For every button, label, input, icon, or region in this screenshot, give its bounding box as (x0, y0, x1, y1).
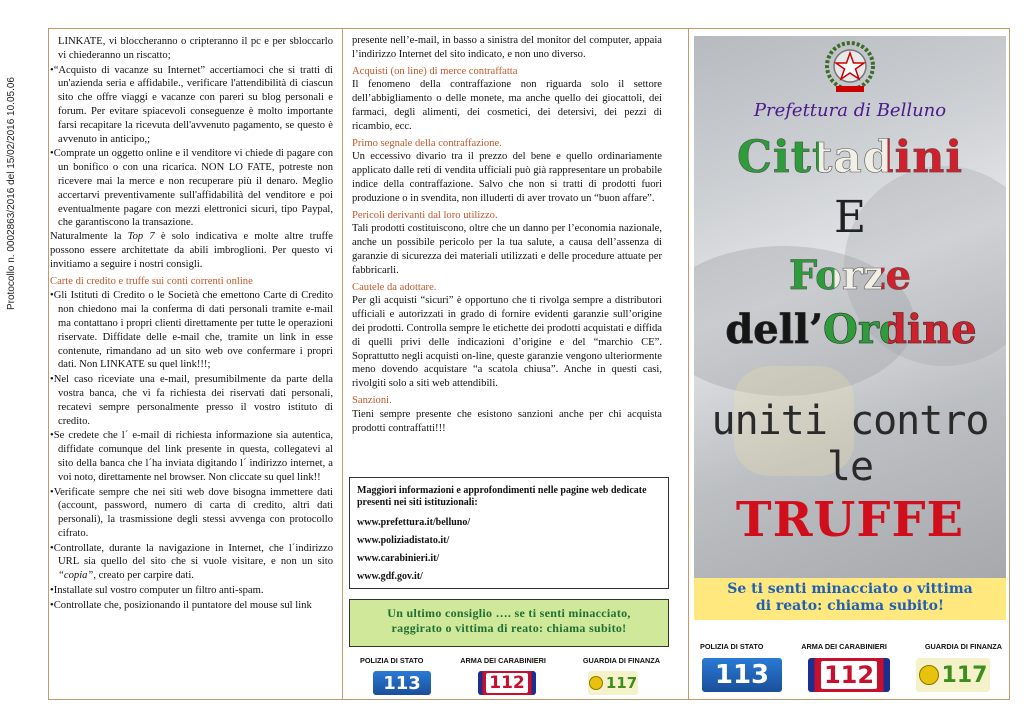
label-polizia: POLIZIA DI STATO (700, 642, 764, 651)
bullet-url (50, 542, 333, 583)
finanza-emblem-icon (919, 665, 939, 685)
heading-carte-credito: Carte di credito e truffe sui conti correnti online (50, 275, 253, 287)
text-fragment: Naturalmente la (50, 231, 128, 243)
number-117: 117 (941, 662, 988, 688)
text-italic: “copia” (58, 570, 94, 582)
heading-contraffatta: Acquisti (on line) di merce contraffatta (352, 65, 518, 77)
paragraph-ransom: LINKATE, vi bloccheranno o cripteranno il pc e per sbloccarlo vi chiederanno un riscatto; (58, 36, 333, 61)
badge-112-small (478, 671, 536, 695)
text-italic: Top 7 (127, 231, 155, 243)
label-carabinieri: ARMA DEI CARABINIERI (801, 642, 887, 651)
paragraph-top7 (50, 230, 333, 271)
agency-labels-middle (360, 656, 660, 665)
cover-e: E (833, 192, 867, 243)
label-finanza: GUARDIA DI FINANZA (582, 656, 660, 665)
heading-cautele: Cautele da adottare. (352, 281, 437, 293)
text-fragment: , creato per carpire dati. (93, 570, 194, 582)
label-carabinieri: ARMA DEI CARABINIERI (460, 656, 546, 665)
paragraph-primo-segnale: Un eccessivo divario tra il prezzo del bene e quello ordinariamente applicato dalle reti di vendita ufficiali può già rappresentare un probabile indice della contraffazione. Salvo che non si tratti di prodotti fuori produzione o in svendita, non illuderti di aver trovato un “buon affare”. (352, 151, 662, 204)
link-gdf[interactable]: www.gdf.gov.it/ (357, 571, 423, 582)
prefettura-title: Prefettura di Belluno (753, 100, 947, 121)
number-113: 113 (714, 660, 770, 690)
badge-117-large (916, 658, 990, 692)
number-112: 112 (821, 661, 877, 689)
warning-line-1: Se ti senti minacciato o vittima (727, 581, 973, 597)
link-carabinieri[interactable]: www.carabinieri.it/ (357, 553, 440, 564)
label-polizia: POLIZIA DI STATO (360, 656, 424, 665)
label-finanza: GUARDIA DI FINANZA (924, 642, 1002, 651)
paragraph-cautele: Per gli acquisti “sicuri” è opportuno che ti rivolga sempre a distributori ufficiali e autorizzati in grado di fornire evidenti garanzie sull’origine dei prodotti. Controlla sempre le etichette dei prodotti acquistati e diffida di quelli privi delle indicazioni d’origine e del “marchio CE”. Soprattutto negli acquisti on-line, queste garanzie vengono ulteriormente meno dovendo acquistare “a scatola chiusa”. Anche in questi casi, rivolgiti solo a siti web attendibili. (352, 295, 662, 390)
info-box (349, 477, 669, 589)
finanza-emblem-icon (589, 676, 603, 690)
heading-primo-segnale: Primo segnale della contraffazione. (352, 137, 502, 149)
advice-line-1: Un ultimo consiglio …. se ti senti minacciato, (387, 606, 631, 620)
bullet-anti-spam: •Installate sul vostro computer un filtro anti-spam. (50, 585, 264, 597)
italian-republic-emblem-icon (824, 40, 876, 94)
bullet-acquisti-online: •Comprate un oggetto online e il venditore vi chiede di pagare con un bonifico o con una ricarica. NON LO FATE, potreste non ricevere mai la merce e non recuperare più il denaro. Meglio accertarvi preventivamente sull'affidabilità del venditore e poi eventualmente pagare con mezzi elettronici sicuri, tipo Paypal, che garantiscono la transazione. (50, 148, 333, 229)
bullet-vacanze: •“Acquisto di vacanze su Internet” accertiamoci che si tratti di un'azienda seria e affidabile., verificare l'attendibilità di ciascun sito che offre viaggi e vacanze con pareri su blog personali e forum. Per evitare spiacevoli conseguenze è molto importante farsi recapitare la ricevuta dell'avvenuto pagamento, se questo è avvenuto in anticipo,; (50, 64, 333, 145)
column-left (50, 34, 333, 613)
cover-ordine: dell’Ordine (696, 306, 1006, 353)
heading-pericoli: Pericoli derivanti dal loro utilizzo. (352, 209, 498, 221)
link-prefettura[interactable]: www.prefettura.it/belluno/ (357, 517, 471, 528)
cover-cittadini: Cittadini (694, 132, 1006, 183)
paragraph-pericoli: Tali prodotti costituiscono, oltre che un danno per l’economia nazionale, anche un possibile pericolo per la tua salute, a causa dell’assenza di garanzie di sicurezza dei materiali utilizzati e delle procedure attuate per fabbricarli. (352, 223, 662, 276)
advice-box (349, 599, 669, 647)
text-fragment: è solo indicativa e molte altre truffe possono essere architettate da abili imbroglioni. Per questo vi invitiamo a seguire i nostri consigli. (50, 231, 334, 270)
column-middle (352, 34, 662, 435)
number-117: 117 (605, 674, 638, 692)
bullet-link-email: •Se credete che l´ e-mail di richiesta informazione sia autentica, diffidate comunque del link presente in questa, collegatevi al sito della banca che l´ha inviata digitando l´ indirizzo internet, a voi noto, direttamente nel browser. Non cliccate su quel link!! (50, 430, 333, 483)
cover-truffe: TRUFFE (735, 492, 965, 548)
cover-warning-box (694, 578, 1006, 620)
warning-line-2: di reato: chiama subito! (755, 598, 945, 614)
bullet-istituti-credito: •Gli Istituti di Credito o le Società che emettono Carte di Credito non chiedono mai la conferma di dati personali tramite e-mail ma contattano i propri clienti direttamente per tutte le operazioni riservate. Diffidate delle e-mail che, tramite un link in esse contenute, rimandano ad un sito web ove confermare i propri dati. Non LINKATE su quel link!!!; (50, 290, 333, 371)
text-fragment: •Controllate, durante la navigazione in Internet, che l´indirizzo URL sia quello del sito che si vuole visitare, e non un sito (50, 542, 333, 568)
paragraph-sanzioni: Tieni sempre presente che esistono sanzioni anche per chi acquista prodotti contraffatti!!! (352, 408, 662, 434)
cover-forze: Forze (694, 252, 1006, 299)
bullet-protocollo-cifrato: •Verificate sempre che nei siti web dove bisogna immettere dati (account, password, numero di carta di credito, altri dati personali), la trasmissione degli stessi avvenga con protocollo cifrato. (50, 486, 333, 539)
badge-117-small (588, 671, 638, 695)
column-divider-1 (342, 28, 343, 700)
number-112: 112 (486, 673, 528, 693)
agency-labels-right (700, 642, 1002, 651)
cover-uniti: uniti contro le (711, 398, 989, 490)
paragraph-indirizzo: presente nell’e-mail, in basso a sinistra del monitor del computer, appaia l’indirizzo Internet del sito indicato, e non uno diverso. (352, 35, 662, 60)
protocol-text: Protocollo n. 0002863/2016 del 15/02/2016 10.05.06 (6, 77, 17, 310)
paragraph-contraffazione: Il fenomeno della contraffazione non riguarda solo il settore dell’abbigliamento o delle monete, ma anche quello dei giocattoli, dei farmaci, degli alimenti, dei cosmetici, dei detersivi, dei pezzi di ricambio, ecc. (352, 79, 662, 132)
column-divider-2 (688, 28, 689, 700)
badge-113-large (702, 658, 782, 692)
protocol-stamp (2, 20, 24, 320)
heading-sanzioni: Sanzioni. (352, 394, 392, 406)
number-113: 113 (383, 672, 421, 694)
link-polizia[interactable]: www.poliziadistato.it/ (357, 535, 450, 546)
badge-113-small (373, 671, 431, 695)
advice-line-2: raggirato o vittima di reato: chiama subito! (391, 621, 627, 635)
info-title: Maggiori informazioni e approfondimenti nelle pagine web dedicate presenti nei siti istituzionali: (357, 485, 647, 508)
bullet-email-banca: •Nel caso riceviate una e-mail, presumibilmente da parte della vostra banca, che vi fa richiesta dei riservati dati personali, recatevi sempre personalmente presso il vostro istituto di credito. (50, 374, 333, 427)
bullet-mouse-link: •Controllate che, posizionando il puntatore del mouse sul link (50, 599, 312, 611)
badge-112-large (808, 658, 890, 692)
